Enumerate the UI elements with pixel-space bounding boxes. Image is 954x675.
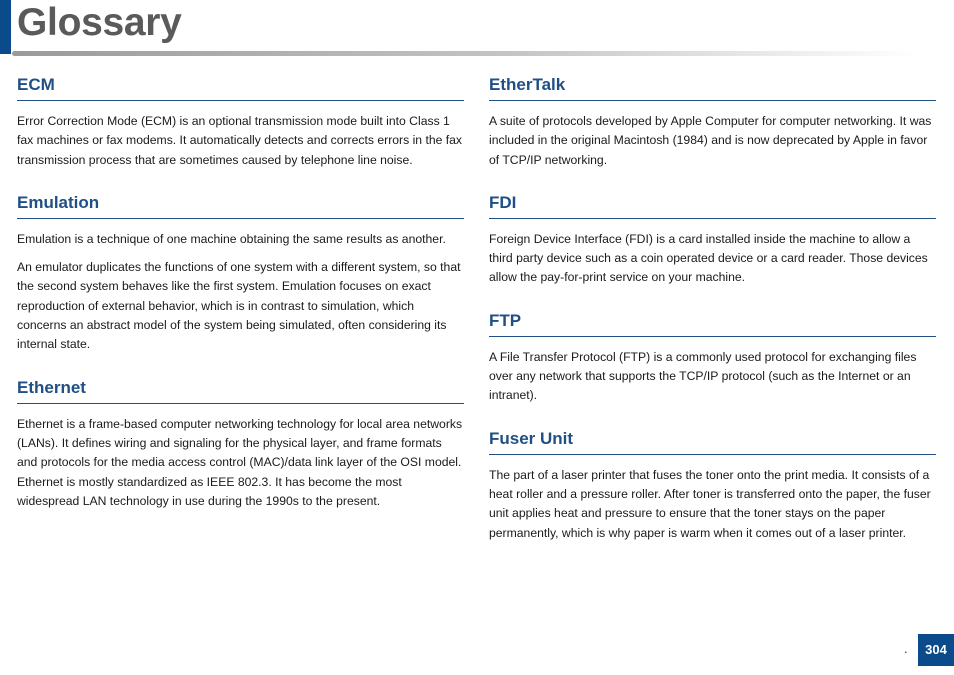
term-heading: FTP (489, 310, 936, 337)
definition-text: A File Transfer Protocol (FTP) is a commonly used protocol for exchanging files over any network that supports the TCP/IP protocol (such as the Internet or an intranet). (489, 349, 917, 403)
term-heading: ECM (17, 74, 464, 101)
glossary-entry-fdi (489, 192, 936, 288)
glossary-entry-fuser-unit (489, 428, 936, 543)
left-column (17, 74, 464, 533)
glossary-entry-ethertalk (489, 74, 936, 170)
definition-text: The part of a laser printer that fuses the toner onto the print media. It consists of a heat roller and a pressure roller. After toner is transferred onto the paper, the fuser unit applies heat and pressure to ensure that the toner stays on the paper permanently, which is why paper is warm when it comes out of a laser printer. (489, 467, 931, 540)
term-heading: EtherTalk (489, 74, 936, 101)
footer-dot: . (904, 641, 908, 656)
term-heading: FDI (489, 192, 936, 219)
glossary-entry-emulation (17, 192, 464, 355)
term-heading: Ethernet (17, 377, 464, 404)
term-heading: Fuser Unit (489, 428, 936, 455)
title-rule (12, 51, 917, 56)
definition-text: Error Correction Mode (ECM) is an optional transmission mode built into Class 1 fax machines or fax modems. It automatically detects and corrects errors in the fax transmission process that are sometimes caused by telephone line noise. (17, 114, 463, 167)
definition-text: An emulator duplicates the functions of one system with a different system, so that the second system behaves like the first system. Emulation focuses on exact reproduction of external behavior, which is in contrast to simulation, which concerns an abstract model of the system being simulated, often considering its internal state. (17, 260, 461, 352)
page-title: Glossary (17, 1, 182, 44)
term-heading: Emulation (17, 192, 464, 219)
page-number: 304 (918, 634, 954, 666)
definition-text: A suite of protocols developed by Apple Computer for computer networking. It was included in the original Macintosh (1984) and is now deprecated by Apple in favor of TCP/IP networking. (489, 114, 932, 167)
header-accent-bar (0, 0, 11, 54)
glossary-entry-ethernet (17, 377, 464, 511)
glossary-entry-ftp (489, 310, 936, 406)
glossary-entry-ecm (17, 74, 464, 170)
definition-text: Emulation is a technique of one machine obtaining the same results as another. (17, 231, 446, 246)
right-column (489, 74, 936, 565)
definition-text: Ethernet is a frame-based computer networking technology for local area networks (LANs). It defines wiring and signaling for the physical layer, and frame formats and protocols for the media access control (MAC)/data link layer of the OSI model. Ethernet is mostly standardized as IEEE 802.3. It has become the most widespread LAN technology in use during the 1990s to the present. (17, 416, 463, 508)
definition-text: Foreign Device Interface (FDI) is a card installed inside the machine to allow a third party device such as a coin operated device or a card reader. Those devices allow the pay-for-print service on your machine. (489, 231, 928, 285)
